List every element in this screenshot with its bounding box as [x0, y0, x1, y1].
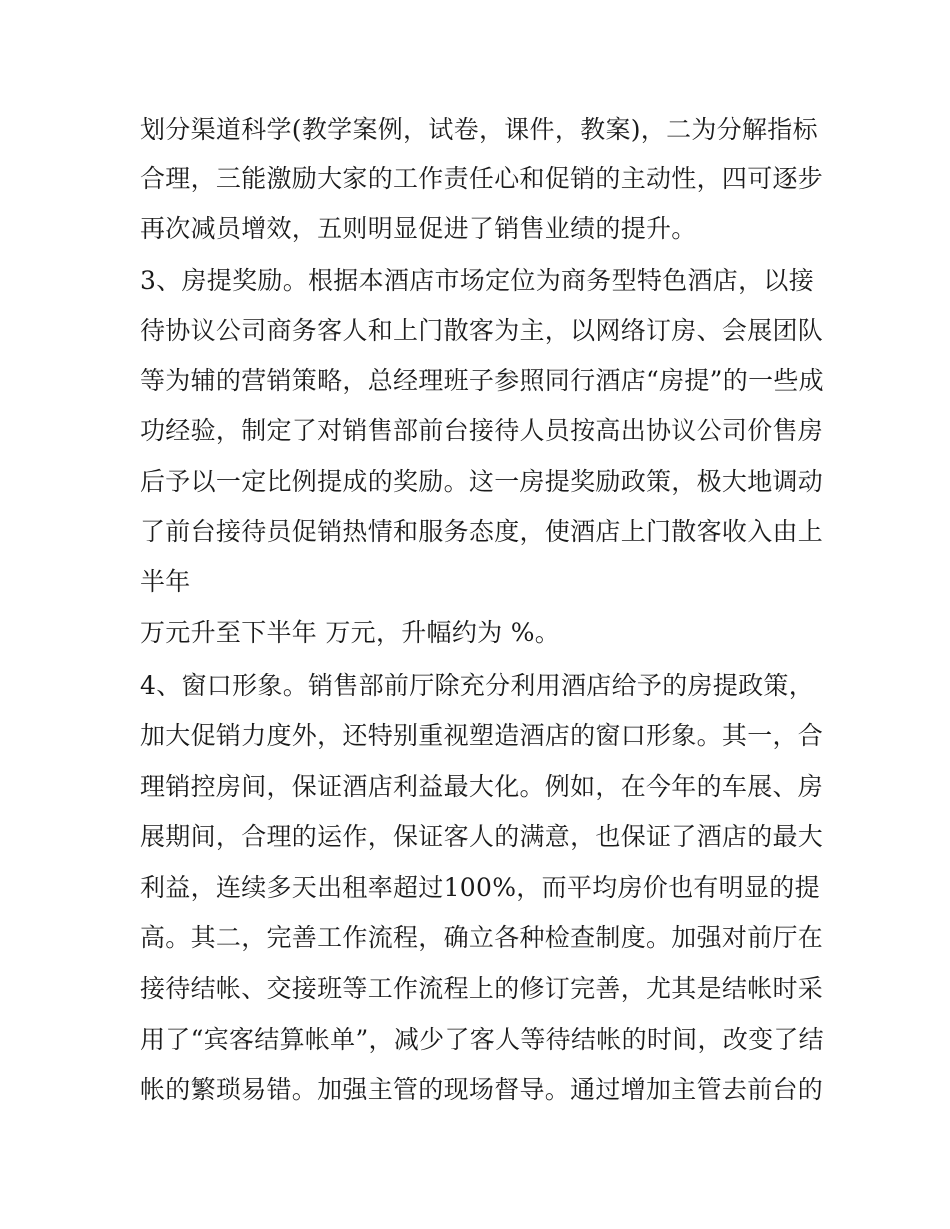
text-line: 待协议公司商务客人和上门散客为主，以网络订房、会展团队: [140, 316, 824, 345]
text-line: 再次减员增效，五则明显促进了销售业绩的提升。: [140, 214, 697, 243]
text-line: 4、窗口形象。销售部前厅除充分利用酒店给予的房提政策，: [140, 671, 815, 700]
text-line: 加大促销力度外，还特别重视塑造酒店的窗口形象。其一，合: [140, 721, 824, 750]
text-line: 划分渠道科学(教学案例，试卷，课件，教案)，二为分解指标: [140, 115, 818, 144]
text-line: 半年: [140, 567, 191, 596]
text-line: 合理，三能激励大家的工作责任心和促销的主动性，四可逐步: [140, 164, 824, 193]
text-line: 利益，连续多天出租率超过100%，而平均房价也有明显的提: [140, 873, 820, 902]
text-line: 接待结帐、交接班等工作流程上的修订完善，尤其是结帐时采: [140, 974, 824, 1003]
text-line: 了前台接待员促销热情和服务态度，使酒店上门散客收入由上: [140, 517, 824, 546]
text-line: 用了“宾客结算帐单”，减少了客人等待结帐的时间，改变了结: [140, 1025, 824, 1054]
text-line: 展期间，合理的运作，保证客人的满意，也保证了酒店的最大: [140, 822, 824, 851]
text-line: 帐的繁琐易错。加强主管的现场督导。通过增加主管去前台的: [140, 1075, 824, 1104]
text-line: 理销控房间，保证酒店利益最大化。例如，在今年的车展、房: [140, 772, 824, 801]
text-line: 功经验，制定了对销售部前台接待人员按高出协议公司价售房: [140, 416, 824, 445]
text-line: 3、房提奖励。根据本酒店市场定位为商务型特色酒店，以接: [140, 266, 815, 295]
text-line: 后予以一定比例提成的奖励。这一房提奖励政策，极大地调动: [140, 467, 824, 496]
text-line: 高。其二，完善工作流程，确立各种检查制度。加强对前厅在: [140, 923, 824, 952]
text-line: 万元升至下半年 万元，升幅约为 %。: [140, 618, 561, 647]
text-line: 等为辅的营销策略，总经理班子参照同行酒店“房提”的一些成: [140, 366, 824, 395]
